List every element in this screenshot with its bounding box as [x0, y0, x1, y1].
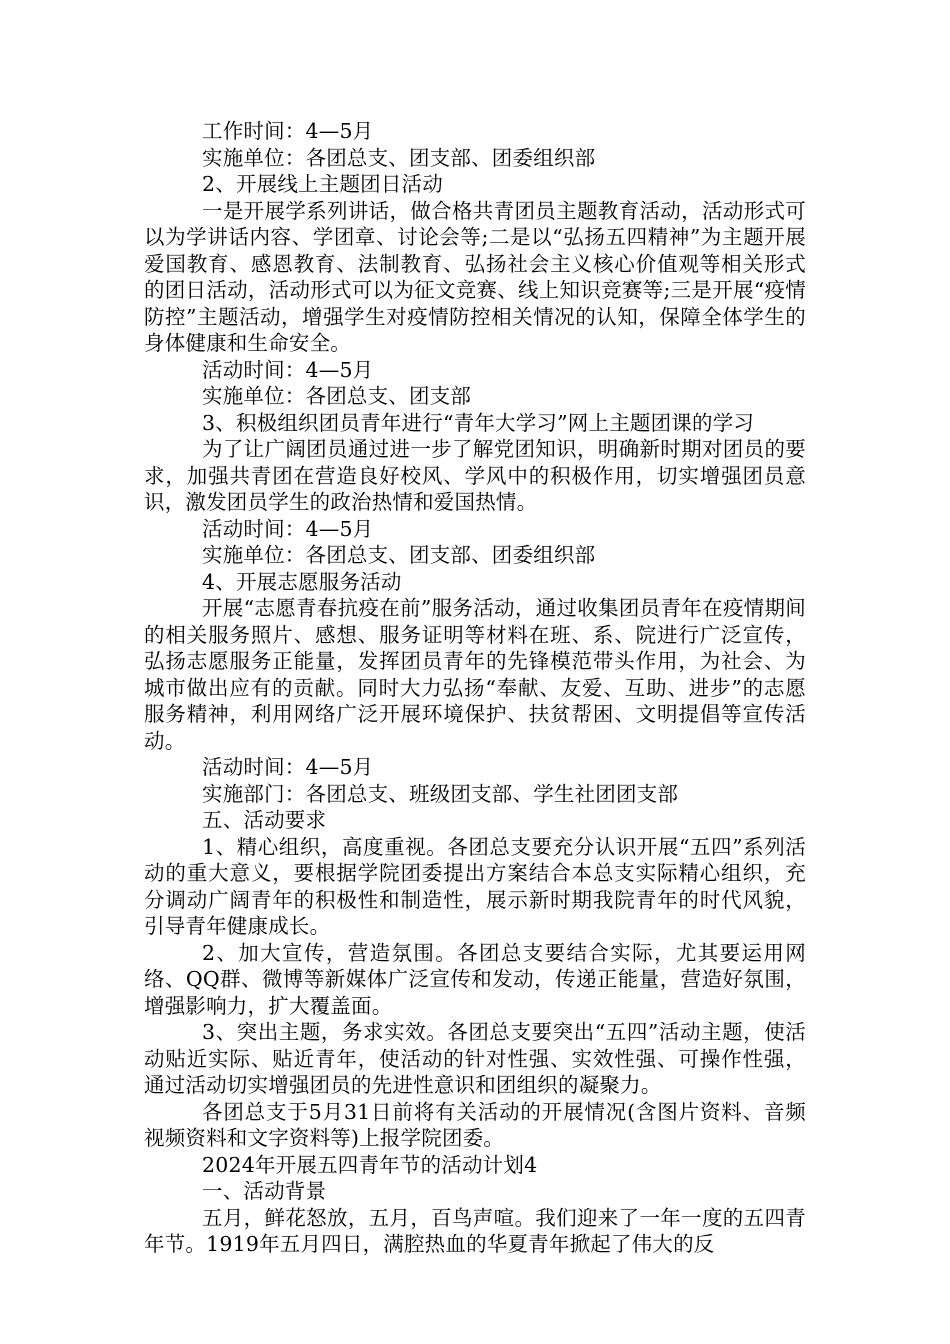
body-paragraph: 开展“志愿青春抗疫在前”服务活动，通过收集团员青年在疫情期间的相关服务照片、感想、服务证明等材料在班、系、院进行广泛宣传，弘扬志愿服务正能量，发挥团员青年的先锋模范带头作用，为社会、为城市做出应有的贡献。同时大力弘扬“奉献、友爱、互助、进步”的志愿服务精神，利用网络广泛开展环境保护、扶贫帮困、文明提倡等宣传活动。	[144, 596, 806, 753]
activity-time-line: 活动时间：4—5月	[202, 516, 374, 541]
implementing-unit-line: 实施单位：各团总支、团支部、团委组织部	[202, 145, 596, 170]
activity-time-line: 活动时间：4—5月	[202, 755, 374, 779]
implementing-unit-line: 实施单位：各团总支、团支部	[202, 384, 472, 408]
document-body	[144, 118, 806, 1258]
requirement-paragraph: 2、加大宣传，营造氛围。各团总支要结合实际，尤其要运用网络、QQ群、微博等新媒体广泛宣传和发动，传递正能量，营造好氛围，增强影响力，扩大覆盖面。	[144, 940, 806, 1018]
section-heading-2: 2、开展线上主题团日活动	[202, 172, 443, 196]
requirement-paragraph: 1、精心组织，高度重视。各团总支要充分认识开展“五四”系列活动的重大意义，要根据学院团委提出方案结合本总支实际精心组织，充分调动广阔青年的积极性和制造性，展示新时期我院青年的时代风貌，引导青年健康成长。	[144, 834, 806, 938]
work-time-line: 工作时间：4—5月	[202, 119, 374, 143]
body-paragraph: 五月，鲜花怒放，五月，百鸟声喧。我们迎来了一年一度的五四青年节。1919年五月四日，满腔热血的华夏青年掀起了伟大的反	[144, 1205, 806, 1256]
plan-title: 2024年开展五四青年节的活动计划4	[202, 1152, 538, 1177]
section-heading-background: 一、活动背景	[202, 1179, 327, 1203]
body-paragraph: 一是开展学系列讲话，做合格共青团员主题教育活动，活动形式可以为学讲话内容、学团章、讨论会等;二是以“弘扬五四精神”为主题开展爱国教育、感恩教育、法制教育、弘扬社会主义核心价值观等相关形式的团日活动，活动形式可以为征文竞赛、线上知识竞赛等;三是开展“疫情防控”主题活动，增强学生对疫情防控相关情况的认知，保障全体学生的身体健康和生命安全。	[144, 198, 806, 355]
body-paragraph: 为了让广阔团员通过进一步了解党团知识，明确新时期对团员的要求，加强共青团在营造良好校风、学风中的积极作用，切实增强团员意识，激发团员学生的政治热情和爱国热情。	[144, 437, 806, 514]
section-heading-requirements: 五、活动要求	[202, 808, 327, 832]
deadline-paragraph: 各团总支于5月31日前将有关活动的开展情况(含图片资料、音频视频资料和文字资料等)上报学院团委。	[144, 1099, 806, 1150]
section-heading-4: 4、开展志愿服务活动	[202, 569, 402, 594]
section-heading-3: 3、积极组织团员青年进行“青年大学习”网上主题团课的学习	[202, 410, 755, 435]
implementing-unit-line: 实施单位：各团总支、团支部、团委组织部	[202, 543, 596, 567]
requirement-paragraph: 3、突出主题，务求实效。各团总支要突出“五四”活动主题，使活动贴近实际、贴近青年，使活动的针对性强、实效性强、可操作性强，通过活动切实增强团员的先进性意识和团组织的凝聚力。	[144, 1020, 806, 1097]
activity-time-line: 活动时间：4—5月	[202, 357, 374, 382]
implementing-department-line: 实施部门：各团总支、班级团支部、学生社团团支部	[202, 781, 679, 806]
